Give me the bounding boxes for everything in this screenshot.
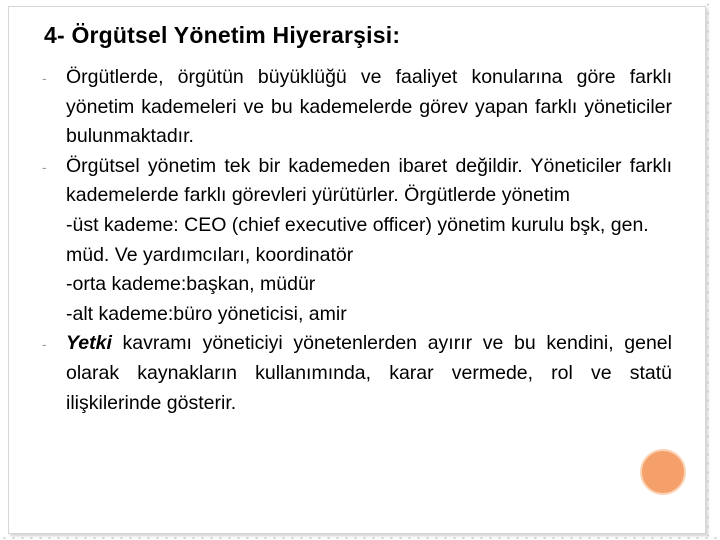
dotted-border-right — [706, 0, 710, 540]
bullet-text: Örgütlerde, örgütün büyüklüğü ve faaliyet konularına göre farklı yönetim kademeleri ve bu kademelerde görev yapan farklı yöneticiler bulunmaktadır. — [66, 66, 672, 148]
sub-line-orta-kademe: -orta kademe:başkan, müdür — [66, 273, 316, 296]
bullet-item-2 — [42, 152, 672, 330]
slide-body — [42, 63, 672, 418]
bullet-item-1 — [42, 63, 672, 152]
bullet-text: Örgütsel yönetim tek bir kademeden ibaret değildir. Yöneticiler farklı kademelerde farklı görevleri yürütürler. Örgütlerde yönetim — [66, 154, 672, 207]
bullet-marker: - — [42, 336, 47, 353]
bullet-marker: - — [42, 70, 47, 86]
bullet-text — [66, 329, 672, 418]
term-yetki: Yetki — [66, 332, 112, 355]
sub-line-alt-kademe: -alt kademe:büro yöneticisi, amir — [66, 302, 347, 325]
bullet-text-rest: kavramı yöneticiyi yönetenlerden ayırır ve bu kendini, genel olarak kaynakların kullanımında, karar vermede, rol ve statü ilişkilerinde gösterir. — [66, 332, 672, 414]
decorative-orange-circle — [640, 449, 686, 495]
bullet-marker: - — [42, 158, 47, 175]
sub-line-ust-kademe: -üst kademe: CEO (chief executive officer) yönetim kurulu bşk, gen. müd. Ve yardımcıları, koordinatör — [66, 213, 649, 266]
slide-title: 4- Örgütsel Yönetim Hiyerarşisi: — [44, 22, 401, 48]
bullet-item-3 — [42, 329, 672, 418]
dotted-border-bottom — [0, 536, 720, 540]
